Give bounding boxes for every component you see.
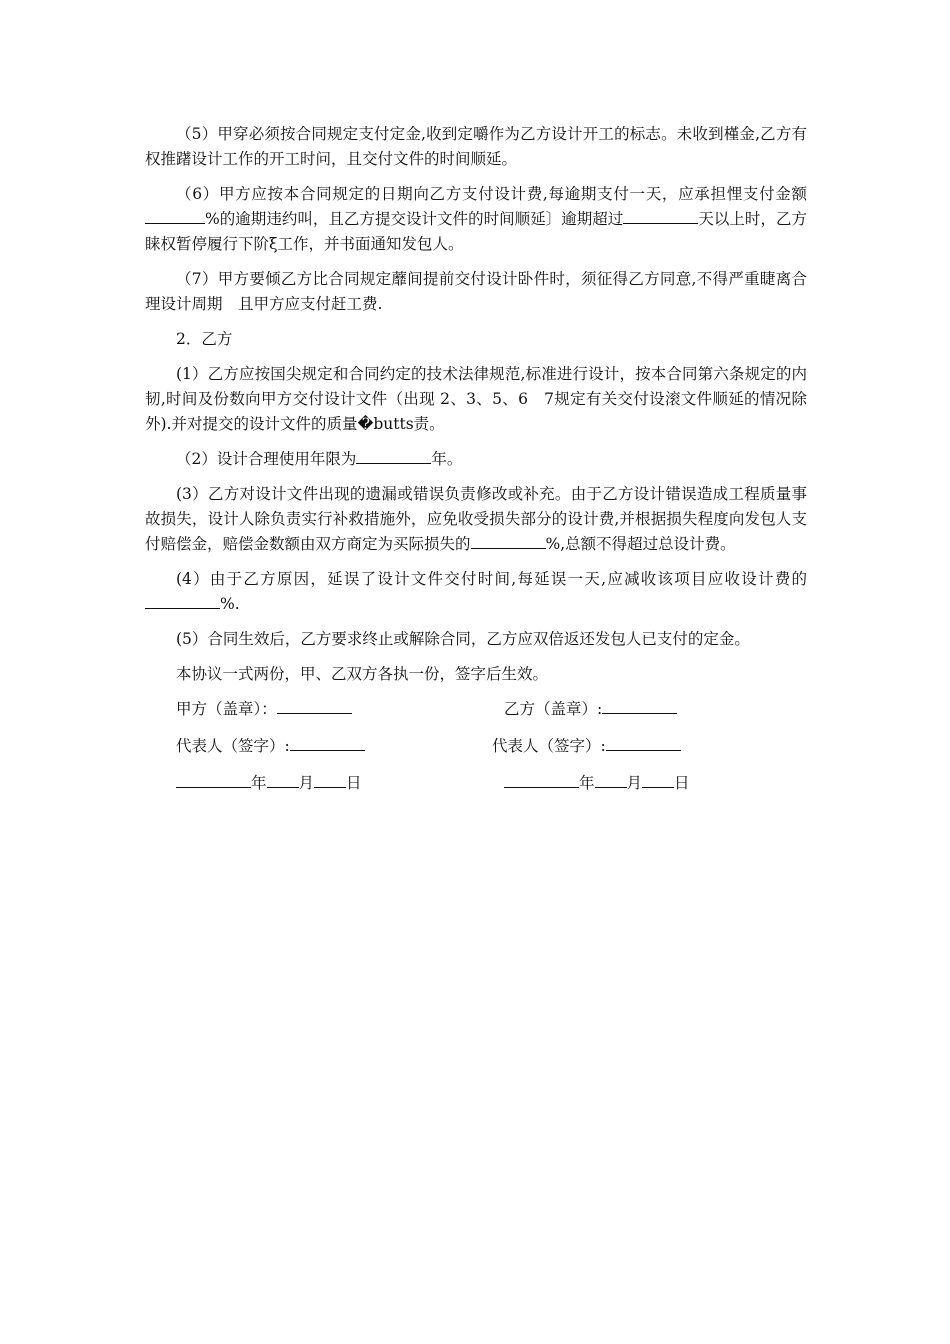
clause-a6-text-1: （6）甲方应按本合同规定的日期向乙方支付设计费,每逾期支付一天，应承担悝支付金额 (176, 185, 807, 203)
clause-b5: (5）合同生效后，乙方要求终止或解除合同，乙方应双倍返还发包人已支付的定金。 (176, 630, 750, 648)
party-b-day-blank (642, 772, 674, 788)
copies-statement: 本协议一式两份，甲、乙双方各执一份，签字后生效。 (176, 665, 549, 683)
party-a-month-blank (267, 772, 299, 788)
clause-b3-text-2: %,总额不得超过总设计费。 (545, 535, 736, 553)
blank-service-years (356, 448, 431, 464)
party-b-day-label: 日 (674, 774, 690, 792)
contract-page (145, 122, 807, 808)
clause-b4-text-2: %. (220, 595, 240, 613)
clause-a6 (145, 182, 807, 257)
party-a-rep-label: 代表人（签字）: (176, 737, 290, 755)
blank-compensation-percent (471, 533, 546, 549)
party-b-seal (504, 697, 677, 722)
section-party-b-heading: 2．乙方 (176, 330, 233, 348)
party-b-year-label: 年 (579, 774, 595, 792)
representative-row (145, 734, 807, 759)
party-b-representative (492, 734, 681, 759)
party-b-rep-label: 代表人（签字）: (492, 737, 606, 755)
party-a-date (176, 771, 362, 796)
clause-a7: （7）甲方要倾乙方比合同规定蘼间提前交付设计卧件时，须征得乙方同意,不得严重睫离合理设计周期 且甲方应支付赶工费. (145, 270, 807, 313)
blank-reduction-percent (145, 593, 220, 609)
seal-row (145, 697, 807, 722)
clause-a6-text-3: 天以上时，乙方睐权暂停履行下阶ξ工作，并书面通知发包人。 (145, 210, 807, 253)
clause-b4-text-1: (4）由于乙方原因，延误了设计文件交付时间,每延误一天,应减收该项目应收设计费的 (176, 570, 807, 588)
party-b-month-label: 月 (626, 774, 643, 792)
party-b-date (504, 771, 690, 796)
blank-penalty-percent (145, 208, 205, 224)
party-a-rep-blank (290, 735, 365, 751)
party-b-year-blank (504, 772, 579, 788)
date-row (145, 771, 807, 796)
party-b-month-blank (595, 772, 627, 788)
party-a-month-label: 月 (298, 774, 315, 792)
clause-b3 (145, 482, 807, 557)
clause-b3-text-1: (3）乙方对设计文件出现的遗漏或错误负责修改或补充。由于乙方设计错误造成工程质量事故损失，设计人除负责实行补救措施外，应免收受损失部分的设计费,并根据损失程度向发包人支付赔偿金，赔偿金数额由双方商定为买际损失的 (145, 485, 807, 553)
party-a-seal-label: 甲方（盖章）： (176, 700, 277, 718)
party-a-seal-blank (277, 698, 352, 714)
blank-overdue-days (623, 208, 698, 224)
clause-b2-text-2: 年。 (431, 450, 463, 468)
party-b-seal-label: 乙方（盖章）: (504, 700, 603, 718)
party-a-year-blank (176, 772, 251, 788)
party-b-seal-blank (602, 698, 677, 714)
party-b-rep-blank (606, 735, 681, 751)
party-a-day-blank (314, 772, 346, 788)
party-a-representative (176, 734, 365, 759)
clause-a5: （5）甲穿必须按合同规定支付定金,收到定嚼作为乙方设计开工的标志。未收到槿金,乙方有权推躇设计工作的开工时问，且交付文件的时间顺延。 (145, 125, 807, 168)
party-a-year-label: 年 (251, 774, 267, 792)
clause-a6-text-2: %的逾期违约叫，且乙方提交设计文件的时间顺延〕逾期超过 (205, 210, 624, 228)
clause-b4 (145, 567, 807, 617)
party-a-day-label: 日 (346, 774, 362, 792)
party-a-seal (176, 697, 352, 722)
clause-b2-text-1: （2）设计合理使用年限为 (176, 450, 357, 468)
clause-b2 (145, 447, 807, 472)
clause-b1: (1）乙方应按国尖规定和合同约定的技术法律规范,标准进行设计，按本合同第六条规定的内韧,时间及份数向甲方交付设计文件（出现 2、3、5、6 7规定有关交付设滚文件顺延的情况除外).并对提交的设计文件的质量�butts责。 (145, 365, 807, 433)
